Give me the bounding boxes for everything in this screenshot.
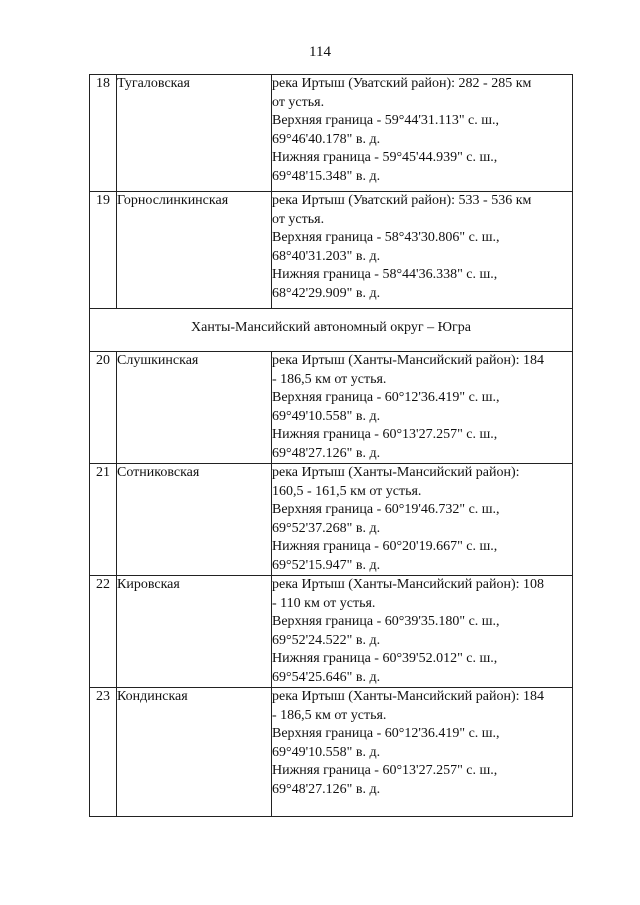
region-heading: Ханты-Мансийский автономный округ – Югра bbox=[90, 309, 573, 352]
description-line: 69°52'24.522" в. д. bbox=[272, 632, 381, 648]
site-name: Кондинская bbox=[117, 688, 272, 817]
site-description bbox=[272, 464, 573, 576]
description-line: Верхняя граница - 60°19'46.732" с. ш., bbox=[272, 502, 500, 517]
description-line: 160,5 - 161,5 км от устья. bbox=[272, 483, 422, 499]
description-line: Верхняя граница - 60°39'35.180" с. ш., bbox=[272, 614, 500, 629]
table-row bbox=[90, 576, 573, 688]
table-row bbox=[90, 192, 573, 309]
site-description bbox=[272, 192, 573, 309]
description-line: 69°46'40.178" в. д. bbox=[272, 131, 381, 147]
description-line: - 186,5 км от устья. bbox=[272, 707, 387, 723]
site-description bbox=[272, 75, 573, 192]
description-line: река Иртыш (Ханты-Мансийский район): bbox=[272, 465, 520, 480]
description-line: от устья. bbox=[272, 94, 325, 110]
description-line: 69°48'27.126" в. д. bbox=[272, 445, 381, 461]
description-line: река Иртыш (Ханты-Мансийский район): 184 bbox=[272, 353, 545, 368]
site-name: Тугаловская bbox=[117, 75, 272, 192]
sites-table bbox=[89, 74, 573, 817]
row-number: 23 bbox=[90, 688, 117, 817]
description-line: Верхняя граница - 58°43'30.806" с. ш., bbox=[272, 230, 500, 245]
row-number: 18 bbox=[90, 75, 117, 192]
description-line: 69°48'15.348" в. д. bbox=[272, 168, 381, 184]
site-description bbox=[272, 352, 573, 464]
table-row bbox=[90, 688, 573, 817]
description-line: Нижняя граница - 60°20'19.667" с. ш., bbox=[272, 539, 498, 554]
description-line: 69°49'10.558" в. д. bbox=[272, 744, 381, 760]
description-line: 69°52'37.268" в. д. bbox=[272, 520, 381, 536]
description-line: - 110 км от устья. bbox=[272, 595, 376, 611]
description-line: Нижняя граница - 60°13'27.257" с. ш., bbox=[272, 427, 498, 442]
description-line: Верхняя граница - 60°12'36.419" с. ш., bbox=[272, 390, 500, 405]
site-name: Горнослинкинская bbox=[117, 192, 272, 309]
description-line: река Иртыш (Уватский район): 533 - 536 км bbox=[272, 193, 532, 208]
table-row bbox=[90, 464, 573, 576]
description-line: от устья. bbox=[272, 211, 325, 227]
table-row bbox=[90, 352, 573, 464]
description-line: 69°52'15.947" в. д. bbox=[272, 557, 381, 573]
page-number: 114 bbox=[309, 44, 331, 60]
description-line: 68°40'31.203" в. д. bbox=[272, 248, 381, 264]
description-line: Нижняя граница - 58°44'36.338" с. ш., bbox=[272, 267, 498, 282]
table-row bbox=[90, 75, 573, 192]
site-name: Слушкинская bbox=[117, 352, 272, 464]
description-line: 69°54'25.646" в. д. bbox=[272, 669, 381, 685]
description-line: 68°42'29.909" в. д. bbox=[272, 285, 381, 301]
description-line: Нижняя граница - 59°45'44.939" с. ш., bbox=[272, 150, 498, 165]
description-line: Верхняя граница - 60°12'36.419" с. ш., bbox=[272, 726, 500, 741]
row-number: 20 bbox=[90, 352, 117, 464]
site-description bbox=[272, 576, 573, 688]
row-number: 19 bbox=[90, 192, 117, 309]
description-line: река Иртыш (Уватский район): 282 - 285 км bbox=[272, 76, 532, 91]
site-name: Кировская bbox=[117, 576, 272, 688]
description-line: река Иртыш (Ханты-Мансийский район): 184 bbox=[272, 689, 545, 704]
description-line: - 186,5 км от устья. bbox=[272, 371, 387, 387]
description-line: Нижняя граница - 60°13'27.257" с. ш., bbox=[272, 763, 498, 778]
description-line: Верхняя граница - 59°44'31.113" с. ш., bbox=[272, 113, 500, 128]
description-line: 69°48'27.126" в. д. bbox=[272, 781, 381, 797]
description-line: 69°49'10.558" в. д. bbox=[272, 408, 381, 424]
description-line: река Иртыш (Ханты-Мансийский район): 108 bbox=[272, 577, 545, 592]
region-row bbox=[90, 309, 573, 352]
site-description bbox=[272, 688, 573, 817]
row-number: 22 bbox=[90, 576, 117, 688]
site-name: Сотниковская bbox=[117, 464, 272, 576]
row-number: 21 bbox=[90, 464, 117, 576]
description-line: Нижняя граница - 60°39'52.012" с. ш., bbox=[272, 651, 498, 666]
